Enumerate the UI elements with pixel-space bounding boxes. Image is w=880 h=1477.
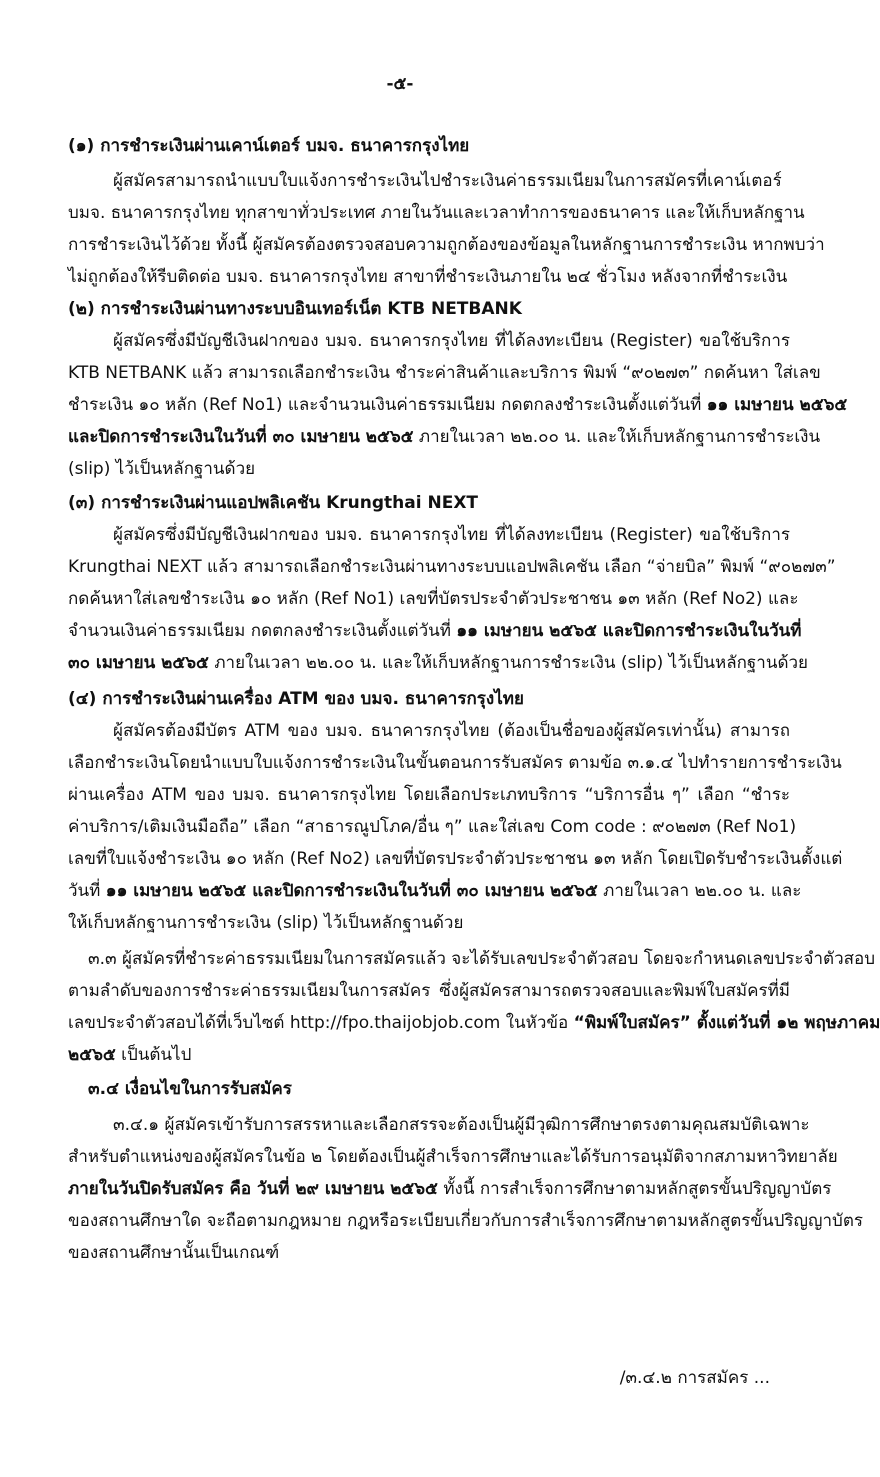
section-heading-netbank: (๒) การชำระเงินผ่านทางระบบอินเทอร์เน็ต KTB NETBANK [68,299,522,319]
paragraph-line: ผู้สมัครสามารถนำแบบใบแจ้งการชำระเงินไปชำระเงินค่าธรรมเนียมในการสมัครที่เคาน์เตอร์ [113,171,782,191]
paragraph-line: เลขที่ใบแจ้งชำระเงิน ๑๐ หลัก (Ref No2) เลขที่บัตรประจำตัวประชาชน ๑๓ หลัก โดยเปิดรับชำระเงินตั้งแต่ [68,849,843,869]
paragraph-line: กดค้นหาใส่เลขชำระเงิน ๑๐ หลัก (Ref No1) เลขที่บัตรประจำตัวประชาชน ๑๓ หลัก (Ref No2) และ [68,589,799,609]
paragraph-line: ๓.๔.๑ ผู้สมัครเข้ารับการสรรหาและเลือกสรรจะต้องเป็นผู้มีวุฒิการศึกษาตรงตามคุณสมบัติเฉพาะ [113,1115,810,1135]
text-run: ทั้งนี้ การสำเร็จการศึกษาตามหลักสูตรขั้นปริญญาบัตร [443,1179,832,1199]
paragraph-line [68,648,808,678]
paragraph-line [68,616,802,646]
paragraph-line: บมจ. ธนาคารกรุงไทย ทุกสาขาทั่วประเทศ ภายในวันและเวลาทำการของธนาคาร และให้เก็บหลักฐาน [68,203,805,223]
paragraph-line: เลือกชำระเงินโดยนำแบบใบแจ้งการชำระเงินในขั้นตอนการรับสมัคร ตามข้อ ๓.๑.๔ ไปทำรายการชำระเงิน [68,753,842,773]
paragraph-line: ผู้สมัครซึ่งมีบัญชีเงินฝากของ บมจ. ธนาคารกรุงไทย ที่ได้ลงทะเบียน (Register) ขอใช้บริการ [113,331,790,351]
paragraph-line: ผ่านเครื่อง ATM ของ บมจ. ธนาคารกรุงไทย โดยเลือกประเภทบริการ “บริการอื่น ๆ” เลือก “ชำระ [68,785,790,805]
bold-year: ๒๕๖๕ [68,1045,116,1065]
paragraph-line: KTB NETBANK แล้ว สามารถเลือกชำระเงิน ชำระค่าสินค้าและบริการ พิมพ์ “๙๐๒๗๓” กดค้นหา ใส่เลข [68,363,821,383]
text-run: วันที่ [68,881,101,901]
text-run: เลขประจำตัวสอบได้ที่เว็บไซต์ http://fpo.thaijobjob.com ในหัวข้อ [68,1013,569,1033]
continuation-footer: /๓.๔.๒ การสมัคร ... [619,1368,770,1388]
bold-deadline: ภายในวันปิดรับสมัคร คือ วันที่ ๒๙ เมษายน ๒๕๖๕ [68,1179,438,1199]
section-heading-krungthai-next: (๓) การชำระเงินผ่านแอปพลิเคชัน Krungthai NEXT [68,493,479,513]
text-run: จำนวนเงินค่าธรรมเนียม กดตกลงชำระเงินตั้งแต่วันที่ [68,621,451,641]
section-heading-counter-payment: (๑) การชำระเงินผ่านเคาน์เตอร์ บมจ. ธนาคารกรุงไทย [68,136,470,156]
paragraph-line [68,1008,880,1038]
section-heading-conditions: ๓.๔ เงื่อนไขในการรับสมัคร [88,1079,292,1099]
paragraph-line: ของสถานศึกษาใด จะถือตามกฎหมาย กฎหรือระเบียบเกี่ยวกับการสำเร็จการศึกษาตามหลักสูตรขั้นปริญญาบัตร [68,1211,864,1231]
text-run: เป็นต้นไป [121,1045,192,1065]
paragraph-line: ให้เก็บหลักฐานการชำระเงิน (slip) ไว้เป็นหลักฐานด้วย [68,913,464,933]
paragraph-line: ของสถานศึกษานั้นเป็นเกณฑ์ [68,1243,280,1263]
bold-date: ๑๑ เมษายน ๒๕๖๕ [706,395,848,415]
paragraph-line: ๓.๓ ผู้สมัครที่ชำระค่าธรรมเนียมในการสมัครแล้ว จะได้รับเลขประจำตัวสอบ โดยจะกำหนดเลขประจำตัวสอบ [88,949,875,969]
paragraph-line: (slip) ไว้เป็นหลักฐานด้วย [68,459,256,479]
paragraph-line: สำหรับตำแหน่งของผู้สมัครในข้อ ๒ โดยต้องเป็นผู้สำเร็จการศึกษาและได้รับการอนุมัติจากสภามหาวิทยาลัย [68,1147,838,1167]
paragraph-line [68,1174,832,1204]
paragraph-line [68,1040,191,1070]
paragraph-line: ผู้สมัครต้องมีบัตร ATM ของ บมจ. ธนาคารกรุงไทย (ต้องเป็นชื่อของผู้สมัครเท่านั้น) สามารถ [113,721,790,741]
page-number: -๕- [386,74,414,94]
paragraph-line: ตามลำดับของการชำระค่าธรรมเนียมในการสมัคร ซึ่งผู้สมัครสามารถตรวจสอบและพิมพ์ใบสมัครที่มี [68,981,790,1001]
paragraph-line: ผู้สมัครซึ่งมีบัญชีเงินฝากของ บมจ. ธนาคารกรุงไทย ที่ได้ลงทะเบียน (Register) ขอใช้บริการ [113,525,790,545]
bold-date-range: ๑๑ เมษายน ๒๕๖๕ และปิดการชำระเงินในวันที่ [456,621,802,641]
bold-close-date: ๓๐ เมษายน ๒๕๖๕ [68,653,209,673]
paragraph-line: ค่าบริการ/เติมเงินมือถือ” เลือก “สาธารณูปโภค/อื่น ๆ” และใส่เลข Com code : ๙๐๒๗๓ (Ref No1) [68,817,797,837]
section-heading-atm: (๔) การชำระเงินผ่านเครื่อง ATM ของ บมจ. ธนาคารกรุงไทย [68,689,524,709]
paragraph-line [68,390,848,420]
paragraph-line [68,422,821,452]
bold-close-date: และปิดการชำระเงินในวันที่ ๓๐ เมษายน ๒๕๖๕ [68,427,414,447]
text-run: ภายในเวลา ๒๒.๐๐ น. และ [603,881,802,901]
bold-print-date: “พิมพ์ใบสมัคร” ตั้งแต่วันที่ ๑๒ พฤษภาคม [573,1013,880,1033]
text-run: ภายในเวลา ๒๒.๐๐ น. และให้เก็บหลักฐานการชำระเงิน [418,427,821,447]
paragraph-line: ไม่ถูกต้องให้รีบติดต่อ บมจ. ธนาคารกรุงไทย สาขาที่ชำระเงินภายใน ๒๔ ชั่วโมง หลังจากที่ชำระเงิน [68,267,788,287]
paragraph-line: Krungthai NEXT แล้ว สามารถเลือกชำระเงินผ่านทางระบบแอปพลิเคชัน เลือก “จ่ายบิล” พิมพ์ “๙๐๒๗๓” [68,557,836,577]
bold-date-range: ๑๑ เมษายน ๒๕๖๕ และปิดการชำระเงินในวันที่ ๓๐ เมษายน ๒๕๖๕ [105,881,598,901]
paragraph-line [68,876,802,906]
text-run: ภายในเวลา ๒๒.๐๐ น. และให้เก็บหลักฐานการชำระเงิน (slip) ไว้เป็นหลักฐานด้วย [214,653,808,673]
paragraph-line: การชำระเงินไว้ด้วย ทั้งนี้ ผู้สมัครต้องตรวจสอบความถูกต้องของข้อมูลในหลักฐานการชำระเงิน หากพบว่า [68,235,825,255]
text-run: ชำระเงิน ๑๐ หลัก (Ref No1) และจำนวนเงินค่าธรรมเนียม กดตกลงชำระเงินตั้งแต่วันที่ [68,395,702,415]
